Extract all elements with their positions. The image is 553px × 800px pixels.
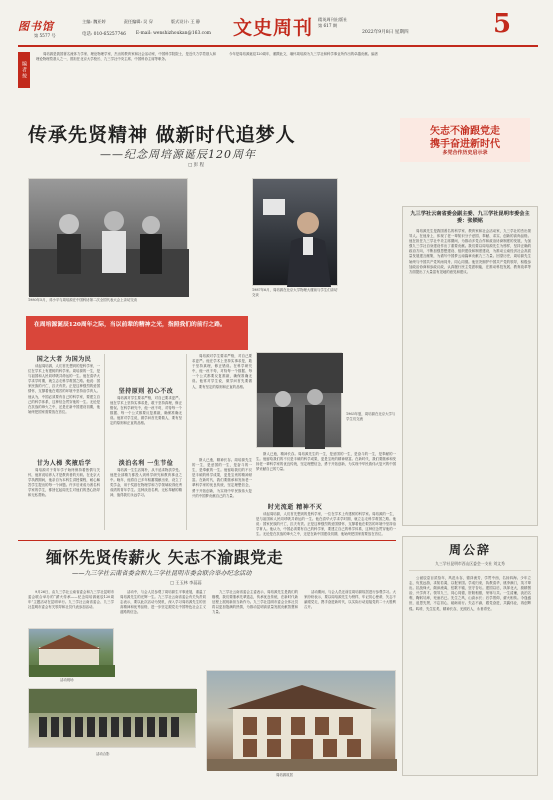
article-1-col-6: 谈起周培源，人们首先想到的是科学家，一位在学术上有建树的科学家。周培源的一生，是与祖国和人民同呼吸共命运的一生。他在清华大学求学时期，就立志走科学救国之路。他说：国家民族的兴亡，匹夫有责。正是这种强烈的爱国情怀，支撑着他在艰苦的环境中坚持治学育人。他认为，中国必须要有自己的科学家，要建立自己的科学体系，这种信念贯穿他的一生。无论是在抗战的烽火之中，还是在新中国建设初期，他始终把国家需要放在首位。 <box>256 512 396 537</box>
promo-box <box>400 118 530 162</box>
paper-number: 第 5577 号 <box>34 33 56 38</box>
caption-event-site: 活动现场 <box>60 678 74 682</box>
issue-date: 2022年9月8日 星期四 <box>362 30 409 35</box>
photo-group-people <box>29 689 197 749</box>
editor-note-label: 编者按 <box>18 52 30 88</box>
poem-author: 九三学社昆明市西山区委会一支社 刘文秀 <box>409 561 531 571</box>
article-1-col-5: 斯人已逝，精神长存。周培源先生的一生，是爱国的一生，是奋斗的一生，是奉献的一生。他留给我们的不仅是丰硕的科学成果，更是宝贵的精神财富。在新时代，我们要继承和发扬老一辈科学家的优良传统，坚定理想信念，勇于开拓创新，为实现中华民族伟大复兴的中国梦贡献自己的力量。 <box>256 452 396 472</box>
article-1-title: 传承先贤精神 做新时代追梦人 <box>28 124 296 146</box>
promo-line-1: 矢志不渝跟党走 <box>430 126 500 137</box>
masthead-logo: 图书馆 <box>18 20 54 33</box>
editor-layout: 版式设计: 王 静 <box>170 19 201 24</box>
article-1-col-2: 周培源对学生要求严格，对自己要求更严。他在学术上坚持实事求是，敢于坚持真理，修正错误。在科学研究中，他一丝不苟，对待每一个数据、每一个公式都要反复推敲，确保准确无误。他常对学生说，做学问首先要做人，要有坚定的原则和正直的品格。 <box>110 396 182 426</box>
promo-line-3: 多党合作历史启示录 <box>442 150 488 156</box>
promo-line-2: 携手奋进新时代 <box>430 139 500 150</box>
masthead <box>0 0 553 52</box>
poem-title: 周公辞 <box>448 543 491 557</box>
sidebar-body: 周培源先生是我国著名的科学家、教育家和社会活动家，九三学社的杰出领导人。在他身上，体现了老一辈知识分子爱国、奉献、求实、创新的高尚品格。他在担任九三学社中央主席期间，为推动多党合作和政治协商制度的发展，为加强九三学社自身建设作出了重要贡献。我们要以周培源先生为榜样，坚持正确的政治方向，不断加强思想建设、组织建设和制度建设，为推动云南经济社会高质量发展建言献策，为谱写中国梦云南篇章贡献九三力量。回望历史，周培源先生始终与中国共产党风雨同舟、同心同德。他坚决拥护中国共产党的领导，积极参加政治协商和参政议政，认真履行民主党派职能，在推动科技发展、教育改革等方面提出了大量富有见地的意见和建议。 <box>409 229 531 274</box>
contact-email: E-mail: wenshizhoukan@163.com <box>135 31 211 36</box>
article-2-col-2: 活动中，与会人员参观了周培源生平事迹展，重温了周培源先生的光辉一生。九三学社云南省委会有关负责同志表示，要以此次活动为契机，深入学习周培源先生的崇高精神和优秀品格，进一步坚定跟党走中国特色社会主义道路的信念。 <box>120 590 206 615</box>
photo-zhou-students <box>256 352 342 448</box>
editor-note-text-1: 周培源是我国著名流体力学家、理论物理学家，杰出的教育家和社会活动家，中国科学院院士，是近代力学奠基人和理论物理奠基人之一，曾担任北京大学校长、九三学社中央主席、中国科协主席等职务。 <box>36 52 216 62</box>
article-2-col-3: 九三学社云南省委会主委表示，周培源先生是我们的楷模，我们要继承先辈遗志，传承优良传统，在新时代新征程上展现新担当新作为。九三学社昆明市委会全体社员将以更加饱满的热情，为推动昆明高质量发展贡献智慧和力量。 <box>212 590 298 615</box>
photo-zhou-portrait <box>252 178 338 286</box>
article-2-divider <box>18 540 396 541</box>
photo-deng-zhou <box>28 178 188 296</box>
article-1-subtitle: ——纪念周培源诞辰120周年 <box>100 148 256 161</box>
issue-number: 第 617 期 <box>318 23 338 28</box>
caption-photo-3: 1963年夏，周培源在北京大学与学生们交流 <box>346 412 396 421</box>
pull-quote <box>26 316 248 350</box>
editor-note-text-2: 今年是周培源诞辰120周年，谨撰此文，缅怀周培源为九三学社和科学事业所作出的卓越贡献。编者 <box>229 52 378 56</box>
editor-credits <box>82 19 200 25</box>
editor-chief: 主编: 魏亚婷 <box>82 19 106 24</box>
poem-body: 公诞辰壹百贰拾年，风范永存，德泽流芳，学贯中西，名扬四海。少年立志，负笈远游，求知若渴，以报家国。学成归来，执教清华，桃李满门，英才辈出。抗战烽火，颠沛流离，弦歌不辍，坚守杏坛。建国以后，执掌北大，励精图治，兴学育才。领导九三，同心同德，肝胆相照，荣辱与共。一生清廉，淡泊名利，鞠躬尽瘁，死而后已。先生之风，山高水长；后学景仰，薪火相传。今逢盛世，追思先贤，不忘初心，砥砺前行。矢志不渝，跟党奋进，共襄伟业，再创辉煌。呜呼，先生往矣，精神长存，光照后人，永垂青史。 <box>409 576 531 611</box>
sidebar-title: 九三学社云南省委会副主委、九三学社昆明市委会主委：张锁铭 <box>410 211 530 224</box>
publisher-block <box>318 17 347 29</box>
article-2-title: 缅怀先贤传薪火 矢志不渝跟党走 <box>46 548 284 567</box>
photo-residence <box>206 670 396 770</box>
section-title: 文史周刊 <box>233 17 314 39</box>
article-2-subtitle: ——九三学社云南省委会和九三学社昆明市委会联合举办纪念活动 <box>72 570 252 577</box>
article-2-byline: □ 王玉林 李蕊蕊 <box>170 580 202 585</box>
caption-group: 活动合影 <box>96 752 110 756</box>
caption-residence: 周培源故居 <box>276 773 293 777</box>
section-heading-5: 时光流逝 精神不灭 <box>267 504 323 511</box>
photo-deng-zhou-figures <box>29 179 189 297</box>
article-1-col-2b: 周培源一生生活简朴，从不追求物质享受。他把全部精力都投入到科学研究和教育事业之中。晚年，他将自己多年积蓄捐献出来，设立了奖学金，用于奖励在物理学和力学领域取得优秀成绩的青年学生。这种淡泊名利、无私奉献的精神，值得我们永远学习。 <box>110 468 182 498</box>
page-number: 5 <box>493 9 512 39</box>
masthead-divider <box>18 45 538 47</box>
section-heading-4: 淡泊名利 一生节俭 <box>118 460 174 467</box>
photo-residence-building <box>207 671 397 771</box>
article-1-byline: □ 彭 程 <box>188 163 205 168</box>
photo-event-site <box>28 628 114 676</box>
photo-event-site-scene <box>29 629 115 677</box>
section-heading-3: 坚持原则 初心不改 <box>118 388 174 395</box>
caption-photo-2: 1987年6月，周培源在北京大学物理大楼前与学生们亲切交谈 <box>252 288 338 297</box>
sidebar-box <box>402 206 538 526</box>
contact-phone: 电话: 010-65257746 <box>82 32 126 37</box>
publisher-name: 精英周刊出版社 <box>318 17 348 22</box>
article-2-col-4: 活动期间，与会人员还前往周培源故居进行参观学习。大家纷纷表示，要以周培源先生为榜样，牢记初心使命，矢志不渝跟党走，携手奋进新时代，以实际行动迎接党的二十大胜利召开。 <box>304 590 396 610</box>
section-heading-2: 甘为人梯 奖掖后学 <box>36 460 92 467</box>
column-divider-1 <box>104 354 105 530</box>
article-1-col-3: 周培源对学生要求严格，对自己要求更严。他在学术上坚持实事求是，敢于坚持真理，修正错误。在科学研究中，他一丝不苟，对待每一个数据、每一个公式都要反复推敲，确保准确无误。他常对学生说，做学问首先要做人，要有坚定的原则和正直的品格。 <box>192 354 252 389</box>
photo-zhou-students-figures <box>257 353 343 449</box>
photo-zhou-portrait-figure <box>253 179 339 287</box>
article-1-col-4: 斯人已逝，精神长存。周培源先生的一生，是爱国的一生，是奋斗的一生，是奉献的一生。他留给我们的不仅是丰硕的科学成果，更是宝贵的精神财富。在新时代，我们要继承和发扬老一辈科学家的优良传统，坚定理想信念，勇于开拓创新，为实现中华民族伟大复兴的中国梦贡献自己的力量。 <box>192 458 252 498</box>
poem-column <box>402 536 538 776</box>
editor-note <box>18 50 396 92</box>
section-heading-1: 国之大者 为国为民 <box>36 356 92 363</box>
contact-line <box>82 31 211 37</box>
photo-group <box>28 688 196 748</box>
editor-responsible: 责任编辑: 吴 穿 <box>123 19 153 24</box>
article-1-col-1: 谈起周培源，人们首先想到的是科学家，一位在学术上有建树的科学家。周培源的一生，是与祖国和人民同呼吸共命运的一生。他在清华大学求学时期，就立志走科学救国之路。他说：国家民族的兴亡，匹夫有责。正是这种强烈的爱国情怀，支撑着他在艰苦的环境中坚持治学育人。他认为，中国必须要有自己的科学家，要建立自己的科学体系，这种信念贯穿他的一生。无论是在抗战的烽火之中，还是在新中国建设初期，他始终把国家需要放在首位。 <box>28 364 100 414</box>
caption-photo-1: 1980年5月，邓小平与周培源在中国科协第二次全国代表大会上亲切交谈 <box>28 298 138 302</box>
pull-quote-text: 在周培源诞辰120周年之际，当以前辈的精神之光，指照我们的前行之路。 <box>34 322 226 328</box>
article-1-col-1b: 周培源对于青年学子始终保持着热情与关怀，他常说培养人才是教育者的天职。在北京大学执教期间，他亲自为本科生讲授课程，耐心解答学生提出的每一个问题。许多后来成为著名科学家的学生，都回忆起周先生对他们的悉心指导和无私帮助。 <box>28 468 100 498</box>
article-2-col-1: 9月26日，由九三学社云南省委会和九三学社昆明市委会联合举办的“薪火传承——纪念周培源诞辰120周年”主题活动在昆明举行。九三学社云南省委会、九三学社昆明市委会有关领导和社员代表参加活动。 <box>28 590 114 610</box>
column-divider-2 <box>186 354 187 530</box>
